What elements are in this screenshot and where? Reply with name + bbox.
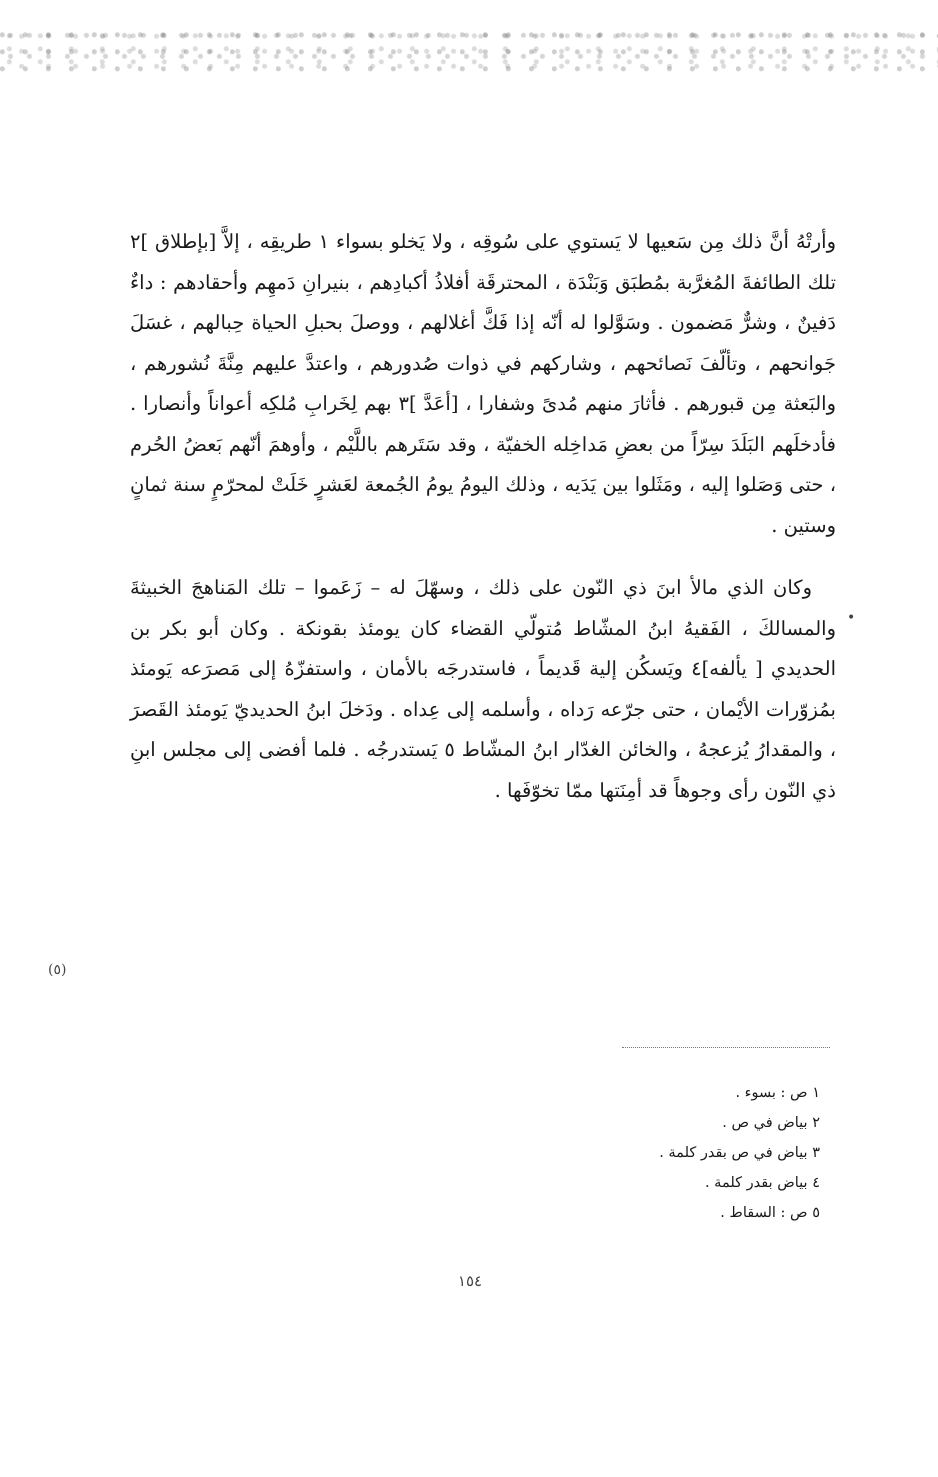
paragraph-1: وأرتْهُ أنَّ ذلك مِن سَعيها لا يَستوي على سُوقِه ، ولا يَخلو بسواء ١ طريقِه ، إلاَّ [بإطلاق ]٢ تلك الطائفةَ المُغرَّبة بمُطبَق وَبَنْدَة ، المحترقَة أفلاذُ أكبادِهم ، بنيرانِ دَمهِم وأحقادهم : داءٌ دَفينٌ ، وشرٌّ مَضمون . وسَوَّلوا له أنّه إذا فَكَّ أغلالهم ، ووصلَ بحبلِ الحياة حِبالهم ، غسَلَ جَوانحهم ، وتألّفَ نَصائحهم ، وشاركهم في ذوات صُدورهم ، واعتدَّ عليهم مِنَّةَ نُشورهم ، والبَعثة مِن قبورهم . فأثارَ منهم مُدىً وشفارا ، [أعَدَّ ]٣ بهم لِخَرابِ مُلكِه أعواناً وأنصارا . فأدخلَهم البَلَدَ سِرّاً من بعضِ مَداخِله الخفيّة ، وقد سَتَرهم باللَّيْم ، وأوهمَ أنّهم بَعضُ الحُرم ، حتى وَصَلوا إليه ، ومَثَلوا بين يَدَيه ، وذلك اليومُ يومُ الجُمعة لعَشرٍ خَلَتْ لمحرّمٍ سنة ثمانٍ وستين .	[130, 230, 836, 537]
page-number: ١٥٤	[457, 1272, 483, 1290]
footnotes-list	[460, 1078, 820, 1228]
footnote-3: ٣ بياض في ص بقدر كلمة .	[659, 1145, 820, 1161]
paragraph-2: وكان الذي مالأ ابنَ ذي النّون على ذلك ، وسهّلَ له – زَعَموا – تلك المَناهجَ الخبيثةَ والمسالكَ ، الفَقيهُ ابنُ المشّاط مُتولّي القضاء كان يومئذ بقونكة . وكان أبو بكر بن الحديدي [ يألفه]٤ ويَسكُن إلية قَديماً ، فاستدرجَه بالأمان ، واستفزّهُ إلى مَصرَعه يَومئذ بمُزوّرات الأيْمان ، حتى جرّعه رَداه ، وأسلمه إلى عِداه . ودَخلَ ابنُ الحديديّ يَومئذ القَصرَ ، والمقدارُ يُزعجهُ ، والخائن الغدّار ابنُ المشّاط ٥ يَستدرجُه . فلما أفضى إلى مجلس ابنِ ذي النّون رأى وجوهاً قد أمِنَتها ممّا تخوّفَها .	[130, 576, 836, 802]
main-text	[130, 222, 836, 811]
footnote-divider	[622, 1047, 830, 1048]
footnote-4: ٤ بياض بقدر كلمة .	[704, 1175, 820, 1191]
scan-noise-band	[0, 28, 938, 72]
footnote-1: ١ ص : بسوء .	[735, 1085, 820, 1101]
left-margin-mark: (٥)	[48, 962, 67, 978]
footnote-2: ٢ بياض في ص .	[722, 1115, 820, 1131]
right-margin-mark: •	[847, 610, 856, 626]
footnote-5: ٥ ص : السقاط .	[720, 1205, 820, 1221]
